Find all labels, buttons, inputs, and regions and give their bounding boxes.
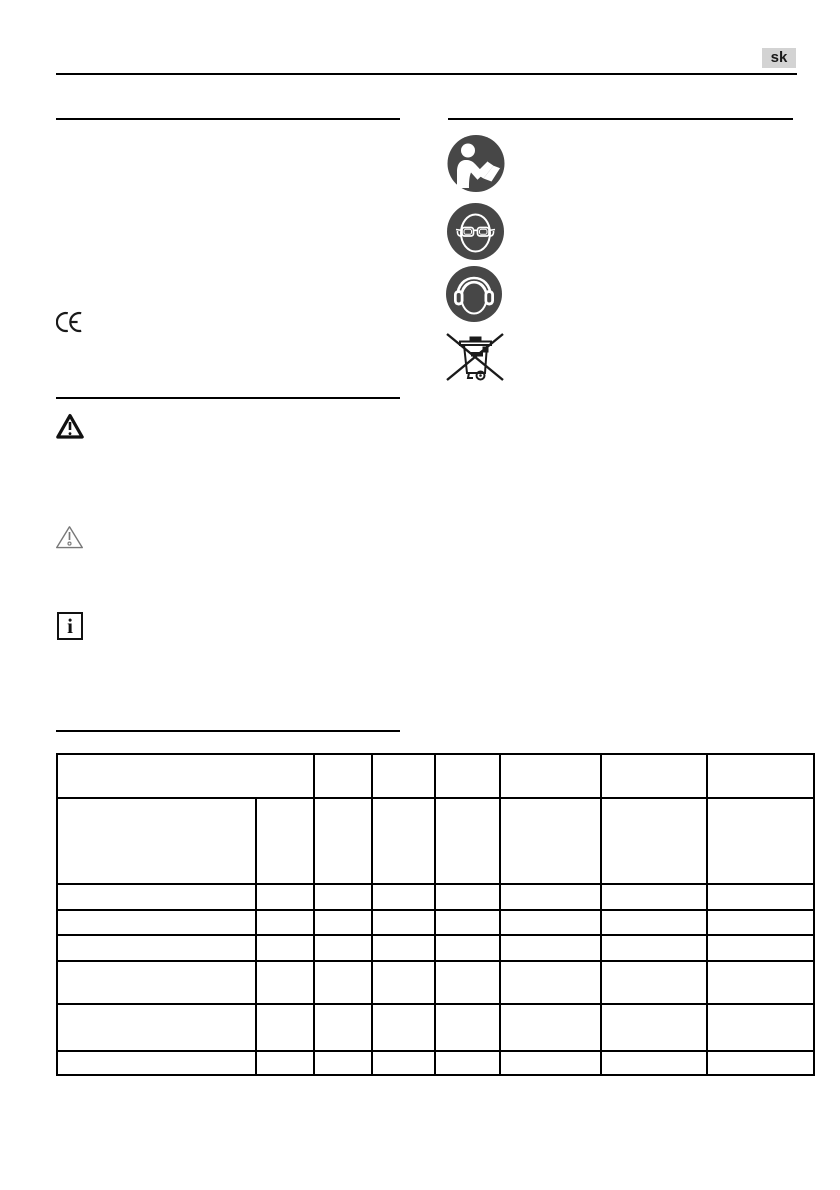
table-cell (372, 1004, 435, 1051)
table-cell (256, 910, 314, 935)
table-row (57, 798, 814, 884)
table-cell (435, 1051, 500, 1075)
table-cell (435, 961, 500, 1004)
warning-triangle-light-icon (55, 525, 84, 550)
table-cell (707, 1004, 814, 1051)
table-cell (435, 798, 500, 884)
table-cell (500, 1004, 601, 1051)
table-row (57, 910, 814, 935)
table-cell (500, 1051, 601, 1075)
table-cell (601, 1004, 707, 1051)
table-cell (500, 935, 601, 961)
table-cell (601, 961, 707, 1004)
table-cell (707, 961, 814, 1004)
table-cell (500, 961, 601, 1004)
table-cell (435, 884, 500, 910)
table-cell (372, 1051, 435, 1075)
table-cell (314, 798, 372, 884)
table-cell (256, 1051, 314, 1075)
table-cell (601, 798, 707, 884)
table-cell (435, 754, 500, 798)
table-cell (707, 754, 814, 798)
table-cell (256, 798, 314, 884)
table-cell (256, 961, 314, 1004)
table-row (57, 754, 814, 798)
table-cell (707, 910, 814, 935)
table-cell (435, 910, 500, 935)
table-cell (707, 884, 814, 910)
table-cell (314, 884, 372, 910)
table-cell (435, 1004, 500, 1051)
table-cell (256, 884, 314, 910)
table-row (57, 884, 814, 910)
read-manual-icon (447, 135, 505, 192)
table-cell (57, 884, 256, 910)
warning-triangle-bold-icon (56, 413, 84, 440)
table-cell (500, 798, 601, 884)
table-row (57, 1004, 814, 1051)
table-cell (601, 935, 707, 961)
weee-disposal-icon (444, 327, 506, 383)
technical-data-table (56, 753, 815, 1076)
eye-protection-icon (447, 203, 504, 260)
table-cell (372, 935, 435, 961)
left-section-divider-3 (56, 730, 400, 732)
table-cell (314, 754, 372, 798)
ce-mark-icon (56, 311, 82, 333)
table-cell (500, 754, 601, 798)
info-icon: i (57, 612, 83, 640)
table-cell (256, 1004, 314, 1051)
table-cell (57, 798, 256, 884)
table-cell (57, 754, 314, 798)
table-cell (601, 754, 707, 798)
ear-protection-icon (446, 266, 502, 322)
table-cell (314, 910, 372, 935)
table-cell (601, 910, 707, 935)
table-cell (372, 754, 435, 798)
table-row (57, 935, 814, 961)
table-cell (314, 1051, 372, 1075)
table-cell (500, 884, 601, 910)
table-cell (707, 935, 814, 961)
table-cell (372, 798, 435, 884)
table-cell (57, 961, 256, 1004)
left-section-divider-2 (56, 397, 400, 399)
table-cell (314, 935, 372, 961)
table-cell (57, 1004, 256, 1051)
table-cell (500, 910, 601, 935)
table-cell (372, 910, 435, 935)
table-row (57, 1051, 814, 1075)
table-cell (707, 798, 814, 884)
table-cell (707, 1051, 814, 1075)
table-cell (372, 961, 435, 1004)
right-section-divider (448, 118, 793, 120)
table-cell (372, 884, 435, 910)
table-cell (601, 884, 707, 910)
table-cell (256, 935, 314, 961)
left-section-divider-1 (56, 118, 400, 120)
table-cell (601, 1051, 707, 1075)
table-cell (314, 1004, 372, 1051)
table-cell (435, 935, 500, 961)
table-cell (314, 961, 372, 1004)
table-cell (57, 1051, 256, 1075)
table-row (57, 961, 814, 1004)
language-badge: sk (762, 48, 796, 68)
table-cell (57, 910, 256, 935)
header-divider (56, 73, 797, 75)
table-cell (57, 935, 256, 961)
